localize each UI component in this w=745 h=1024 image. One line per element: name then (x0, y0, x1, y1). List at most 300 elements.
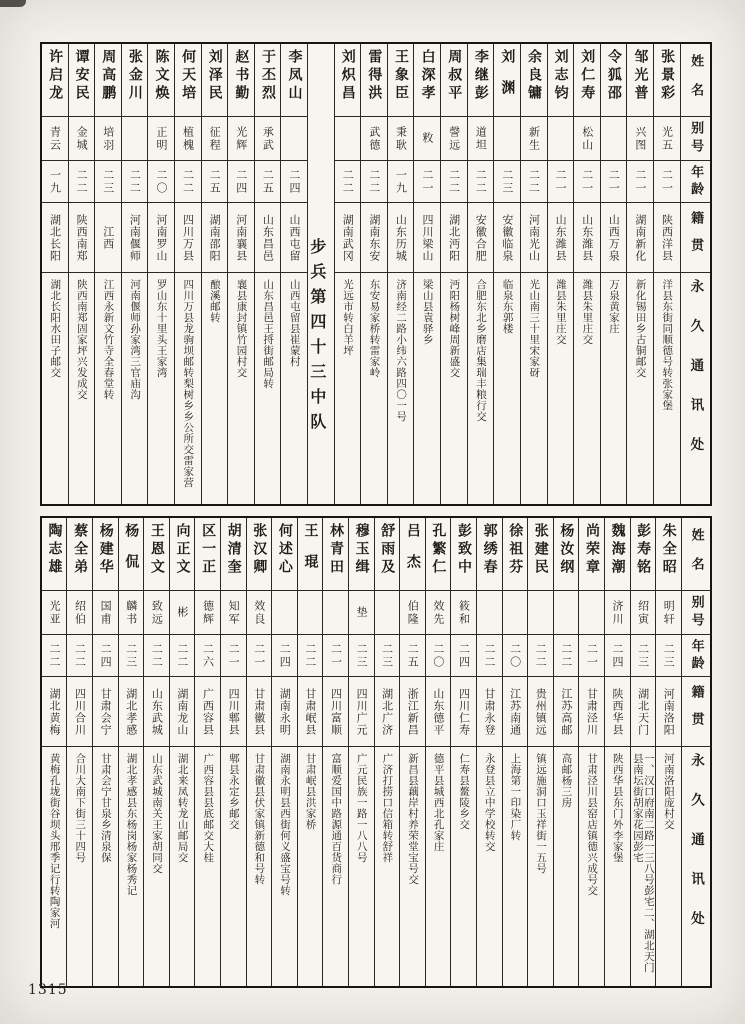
person-column (441, 44, 468, 504)
person-address: 山东武城南关王家胡同交 (151, 753, 164, 874)
person-alias: 致远 (150, 599, 164, 626)
person-age-cell (548, 160, 574, 202)
person-column (426, 518, 452, 986)
person-address: 洋县东街同顺德号转张家堡 (661, 279, 674, 411)
person-column (247, 518, 273, 986)
person-column (494, 44, 521, 504)
person-address-cell (375, 746, 400, 986)
person-native-place-cell (228, 202, 254, 272)
person-native-place-cell (144, 676, 169, 746)
person-address-cell (335, 272, 361, 504)
person-alias-cell (93, 590, 118, 634)
person-name: 李继彭 (472, 49, 489, 103)
person-alias-cell (272, 590, 297, 634)
person-address: 合川大南下街三十四号 (74, 753, 87, 863)
person-alias-cell (426, 590, 451, 634)
person-name: 刘仁寿 (579, 49, 596, 103)
person-address-cell (144, 746, 169, 986)
person-age-cell (93, 634, 118, 676)
person-alias-cell (528, 590, 553, 634)
person-native-place: 陕西华县 (611, 687, 624, 736)
person-age-cell (67, 634, 92, 676)
person-name-cell (42, 518, 67, 590)
person-column (42, 44, 69, 504)
person-native-place: 河南光山 (527, 213, 541, 262)
person-age: 二三 (636, 642, 650, 669)
person-name: 舒雨及 (379, 523, 396, 577)
person-name: 区一正 (200, 523, 217, 577)
row-label-age (682, 634, 710, 676)
person-age-cell (272, 634, 297, 676)
person-name-cell (247, 518, 272, 590)
person-column (654, 44, 681, 504)
person-column (656, 518, 682, 986)
person-native-place: 甘肃会宁 (99, 687, 113, 736)
person-alias-cell (298, 590, 323, 634)
page-number: 1315 (28, 982, 68, 998)
person-name: 吕杰 (404, 523, 421, 585)
person-address-cell (175, 272, 201, 504)
roster-table-area (40, 42, 712, 988)
person-address: 梁山县袁驿乡 (421, 279, 434, 345)
person-column (400, 518, 426, 986)
person-alias: 麟书 (124, 599, 138, 626)
person-age: 二四 (457, 642, 471, 669)
person-age-cell (69, 160, 95, 202)
person-native-place-cell (272, 676, 297, 746)
person-alias-cell (477, 590, 502, 634)
person-age-cell (335, 160, 361, 202)
person-native-place: 湖南东安 (367, 213, 381, 262)
person-address-cell (228, 272, 254, 504)
person-address: 山西屯留县崔蒙村 (288, 279, 301, 367)
person-age-cell (144, 634, 169, 676)
person-age-cell (494, 160, 520, 202)
person-name: 杨建华 (97, 523, 114, 577)
person-age-cell (195, 634, 220, 676)
person-native-place: 山东潍县 (580, 213, 594, 262)
person-age-cell (554, 634, 579, 676)
person-address-cell (414, 272, 440, 504)
person-native-place-cell (414, 202, 440, 272)
person-address-cell (521, 272, 547, 504)
person-address: 潍县朱里庄交 (554, 279, 567, 345)
scan-edge-artifact (0, 0, 26, 7)
person-native-place: 陕西洋县 (660, 213, 674, 262)
person-native-place-cell (122, 202, 148, 272)
row-label-text: 姓名 (688, 527, 704, 586)
person-name-cell (528, 518, 553, 590)
row-label-text: 年龄 (688, 638, 704, 673)
person-name: 胡清奎 (225, 523, 242, 577)
person-address: 沔阳杨树峰周新盛交 (448, 279, 461, 378)
person-age: 二二 (474, 168, 488, 195)
person-native-place-cell (656, 676, 681, 746)
person-name-cell (601, 44, 627, 116)
person-age-cell (148, 160, 174, 202)
row-label-text: 别号 (688, 594, 704, 631)
person-alias: 光五 (660, 125, 674, 152)
person-age: 二一 (421, 168, 435, 195)
person-native-place: 河南偃师 (128, 213, 142, 262)
person-address-cell (503, 746, 528, 986)
person-name: 彭致中 (456, 523, 473, 577)
person-age: 二二 (341, 168, 355, 195)
person-address-cell (548, 272, 574, 504)
person-native-place: 山西屯留 (287, 213, 301, 262)
person-name-cell (202, 44, 228, 116)
person-age-cell (656, 634, 681, 676)
person-age-cell (175, 160, 201, 202)
person-alias-cell (175, 116, 201, 160)
person-age: 二一 (633, 168, 647, 195)
person-age-cell (388, 160, 414, 202)
person-alias: 培羽 (101, 125, 115, 152)
person-column (601, 44, 628, 504)
person-alias-cell (605, 590, 630, 634)
person-alias: 济川 (611, 599, 624, 626)
person-address: 德平县城西北孔家庄 (432, 753, 445, 852)
person-alias: 彬 (175, 606, 189, 619)
person-column (202, 44, 229, 504)
row-label-text: 姓名 (688, 53, 704, 112)
person-address-cell (42, 272, 68, 504)
person-age: 二一 (252, 642, 266, 669)
row-label-name (682, 518, 710, 590)
person-native-place: 贵州镇远 (534, 687, 548, 736)
person-age-cell (170, 634, 195, 676)
person-alias-cell (148, 116, 174, 160)
person-native-place-cell (441, 202, 467, 272)
person-address: 陕西南郑固家坪兴发成交 (75, 279, 88, 400)
person-name-cell (42, 44, 68, 116)
person-name-cell (298, 518, 323, 590)
person-name: 何天培 (180, 49, 197, 103)
person-name-cell (93, 518, 118, 590)
person-age-cell (654, 160, 680, 202)
person-native-place: 安徽临泉 (500, 213, 514, 262)
person-age-cell (119, 634, 144, 676)
person-name-cell (119, 518, 144, 590)
person-address: 临泉东郭楼 (501, 279, 514, 334)
person-alias-cell (349, 590, 374, 634)
person-native-place: 陕西南郑 (75, 213, 89, 262)
person-name: 郭绣春 (481, 523, 498, 577)
person-native-place-cell (69, 202, 95, 272)
person-alias: 知军 (227, 599, 241, 626)
person-name: 余良镛 (526, 49, 543, 103)
person-name: 魏海潮 (609, 523, 626, 577)
person-age-cell (323, 634, 348, 676)
person-name-cell (69, 44, 95, 116)
person-address-cell (323, 746, 348, 986)
person-alias-cell (122, 116, 148, 160)
person-age: 二三 (101, 168, 115, 195)
person-name-cell (361, 44, 387, 116)
person-alias-cell (281, 116, 307, 160)
person-native-place-cell (247, 676, 272, 746)
person-native-place: 山东德平 (431, 687, 445, 736)
person-name: 王琨 (302, 523, 319, 585)
person-alias-cell (255, 116, 281, 160)
person-alias-cell (654, 116, 680, 160)
person-column (521, 44, 548, 504)
person-age-cell (42, 634, 67, 676)
person-alias: 松山 (580, 125, 594, 152)
person-name: 向正文 (174, 523, 191, 577)
person-age-cell (202, 160, 228, 202)
person-name: 彭寿铭 (635, 523, 652, 577)
person-column (361, 44, 388, 504)
unit-title-column (308, 44, 335, 504)
person-native-place: 甘肃岷县 (303, 687, 317, 736)
person-address-cell (281, 272, 307, 504)
person-name-cell (656, 518, 681, 590)
person-age: 二三 (355, 642, 369, 669)
person-alias: 道坦 (474, 125, 488, 152)
person-name-cell (605, 518, 630, 590)
person-age-cell (503, 634, 528, 676)
roster-block-top (40, 42, 712, 506)
person-name-cell (468, 44, 494, 116)
person-column (579, 518, 605, 986)
person-native-place-cell (298, 676, 323, 746)
person-native-place: 四川万县 (181, 213, 195, 262)
person-native-place: 江苏高邮 (559, 687, 573, 736)
person-alias: 绍寅 (636, 599, 650, 626)
person-name: 刘志钧 (552, 49, 569, 103)
person-alias-cell (144, 590, 169, 634)
person-column (148, 44, 175, 504)
person-alias: 秉耿 (394, 125, 408, 152)
person-age: 二二 (559, 642, 573, 669)
person-native-place-cell (601, 202, 627, 272)
person-name-cell (335, 44, 361, 116)
person-native-place-cell (195, 676, 220, 746)
person-age: 二四 (278, 642, 292, 669)
person-alias: 筱和 (457, 599, 471, 626)
person-address: 陕西华县东门外李家堡 (611, 753, 624, 863)
person-column (95, 44, 122, 504)
person-alias: 正明 (154, 125, 168, 152)
person-native-place: 山东历城 (394, 213, 408, 262)
person-alias-cell (69, 116, 95, 160)
person-age-cell (574, 160, 600, 202)
person-name-cell (548, 44, 574, 116)
row-label-native-place (682, 676, 710, 746)
person-age: 二二 (73, 642, 87, 669)
person-age: 二六 (201, 642, 215, 669)
person-age: 二二 (75, 168, 89, 195)
person-column (195, 518, 221, 986)
person-alias-cell (601, 116, 627, 160)
person-name-cell (170, 518, 195, 590)
person-column (503, 518, 529, 986)
person-age: 二二 (128, 168, 142, 195)
person-native-place: 甘肃泾川 (585, 687, 599, 736)
person-name: 杨汝纲 (558, 523, 575, 577)
person-native-place: 山东武城 (150, 687, 164, 736)
person-address-cell (574, 272, 600, 504)
person-name-cell (554, 518, 579, 590)
person-column (122, 44, 149, 504)
person-column (451, 518, 477, 986)
person-native-place-cell (554, 676, 579, 746)
person-age-cell (477, 634, 502, 676)
person-address: 湖北孝感县东杨岗杨家杨秀记 (125, 753, 138, 896)
person-age: 二一 (585, 642, 599, 669)
person-address-cell (400, 746, 425, 986)
row-label-alias (682, 590, 710, 634)
person-native-place-cell (42, 202, 68, 272)
person-address: 合肥东北乡磨店集瑞丰粮行交 (474, 279, 487, 422)
person-address: 山东昌邑王捋街邮局转 (262, 279, 275, 389)
person-name: 白深孝 (419, 49, 436, 103)
person-native-place-cell (579, 676, 604, 746)
person-native-place-cell (349, 676, 374, 746)
person-address-cell (195, 746, 220, 986)
person-address-cell (67, 746, 92, 986)
person-name: 邹光普 (632, 49, 649, 103)
person-alias-cell (375, 590, 400, 634)
person-alias-cell (228, 116, 254, 160)
person-age-cell (627, 160, 653, 202)
person-age-cell (441, 160, 467, 202)
person-alias: 征程 (208, 125, 222, 152)
person-native-place: 甘肃徽县 (252, 687, 266, 736)
person-native-place: 江西 (101, 225, 115, 250)
row-label-text: 别号 (688, 120, 704, 157)
person-address: 东安易家桥转雷家岭 (368, 279, 381, 378)
person-column (468, 44, 495, 504)
person-native-place-cell (202, 202, 228, 272)
person-alias-cell (221, 590, 246, 634)
person-alias-cell (361, 116, 387, 160)
person-native-place-cell (375, 676, 400, 746)
person-column (477, 518, 503, 986)
person-alias: 效先 (431, 599, 445, 626)
person-address-cell (361, 272, 387, 504)
person-name: 朱全昭 (660, 523, 677, 577)
person-name-cell (388, 44, 414, 116)
person-native-place-cell (148, 202, 174, 272)
person-age-cell (349, 634, 374, 676)
person-alias: 謦远 (447, 125, 461, 152)
person-alias-cell (388, 116, 414, 160)
person-age-cell (95, 160, 121, 202)
person-age-cell (228, 160, 254, 202)
row-labels-column (681, 44, 710, 504)
person-alias: 承武 (261, 125, 275, 152)
person-alias-cell (441, 116, 467, 160)
person-age-cell (400, 634, 425, 676)
person-column (627, 44, 654, 504)
person-name: 林青田 (328, 523, 345, 577)
person-age: 二二 (303, 642, 317, 669)
person-alias-cell (170, 590, 195, 634)
person-native-place-cell (468, 202, 494, 272)
person-alias-cell (323, 590, 348, 634)
person-alias: 明轩 (662, 599, 676, 626)
person-age: 二五 (208, 168, 222, 195)
person-name: 刘炽昌 (339, 49, 356, 103)
person-age: 二一 (554, 168, 568, 195)
person-address: 河南偃师孙家湾三官庙沟 (129, 279, 142, 400)
person-name-cell (228, 44, 254, 116)
person-name: 刘渊 (499, 49, 516, 111)
person-name-cell (579, 518, 604, 590)
person-address: 湖南永明县西街何义盛宝号转 (279, 753, 292, 896)
person-alias: 国甫 (99, 599, 113, 626)
person-native-place-cell (451, 676, 476, 746)
person-name-cell (122, 44, 148, 116)
person-alias-cell (42, 590, 67, 634)
person-age: 二四 (611, 642, 624, 669)
person-address-cell (579, 746, 604, 986)
person-address: 四川万县龙驹坝邮转梨树乡乡公所交雷家营 (182, 279, 195, 488)
person-address-cell (605, 746, 630, 986)
person-age: 二五 (406, 642, 420, 669)
person-native-place: 湖北黄梅 (47, 687, 61, 736)
person-alias: 植槐 (181, 125, 195, 152)
person-name: 穆玉缉 (353, 523, 370, 577)
person-alias-cell (335, 116, 361, 160)
person-native-place-cell (281, 202, 307, 272)
person-column (349, 518, 375, 986)
row-label-text: 籍贯 (688, 210, 704, 265)
person-age-cell (221, 634, 246, 676)
person-age: 二二 (534, 642, 548, 669)
person-column (119, 518, 145, 986)
person-age: 二三 (662, 642, 676, 669)
row-label-age (681, 160, 710, 202)
person-column (574, 44, 601, 504)
person-name-cell (323, 518, 348, 590)
person-address: 光远市转白羊坪 (341, 279, 354, 356)
person-alias-cell (247, 590, 272, 634)
person-age: 二二 (175, 642, 189, 669)
person-name: 谭安民 (73, 49, 90, 103)
person-alias-cell (548, 116, 574, 160)
person-address-cell (119, 746, 144, 986)
person-native-place-cell (631, 676, 656, 746)
person-age: 二五 (261, 168, 275, 195)
person-native-place-cell (95, 202, 121, 272)
person-age-cell (414, 160, 440, 202)
person-age: 二一 (227, 642, 241, 669)
person-address-cell (654, 272, 680, 504)
person-address: 罗山东十里头王家湾 (155, 279, 168, 378)
person-native-place-cell (426, 676, 451, 746)
person-address-cell (122, 272, 148, 504)
person-name-cell (281, 44, 307, 116)
person-native-place-cell (605, 676, 630, 746)
person-alias-cell (95, 116, 121, 160)
person-address: 镇远施洞口玉祥街一五号 (534, 753, 547, 874)
person-address-cell (528, 746, 553, 986)
person-native-place-cell (548, 202, 574, 272)
person-name-cell (195, 518, 220, 590)
person-age: 二一 (660, 168, 674, 195)
person-native-place-cell (503, 676, 528, 746)
person-address: 广济打捞口信箱转舒祥 (381, 753, 394, 863)
person-native-place-cell (255, 202, 281, 272)
person-address-cell (349, 746, 374, 986)
person-column (335, 44, 362, 504)
person-alias: 光亚 (47, 599, 61, 626)
person-address-cell (451, 746, 476, 986)
person-name: 杨侃 (123, 523, 140, 585)
